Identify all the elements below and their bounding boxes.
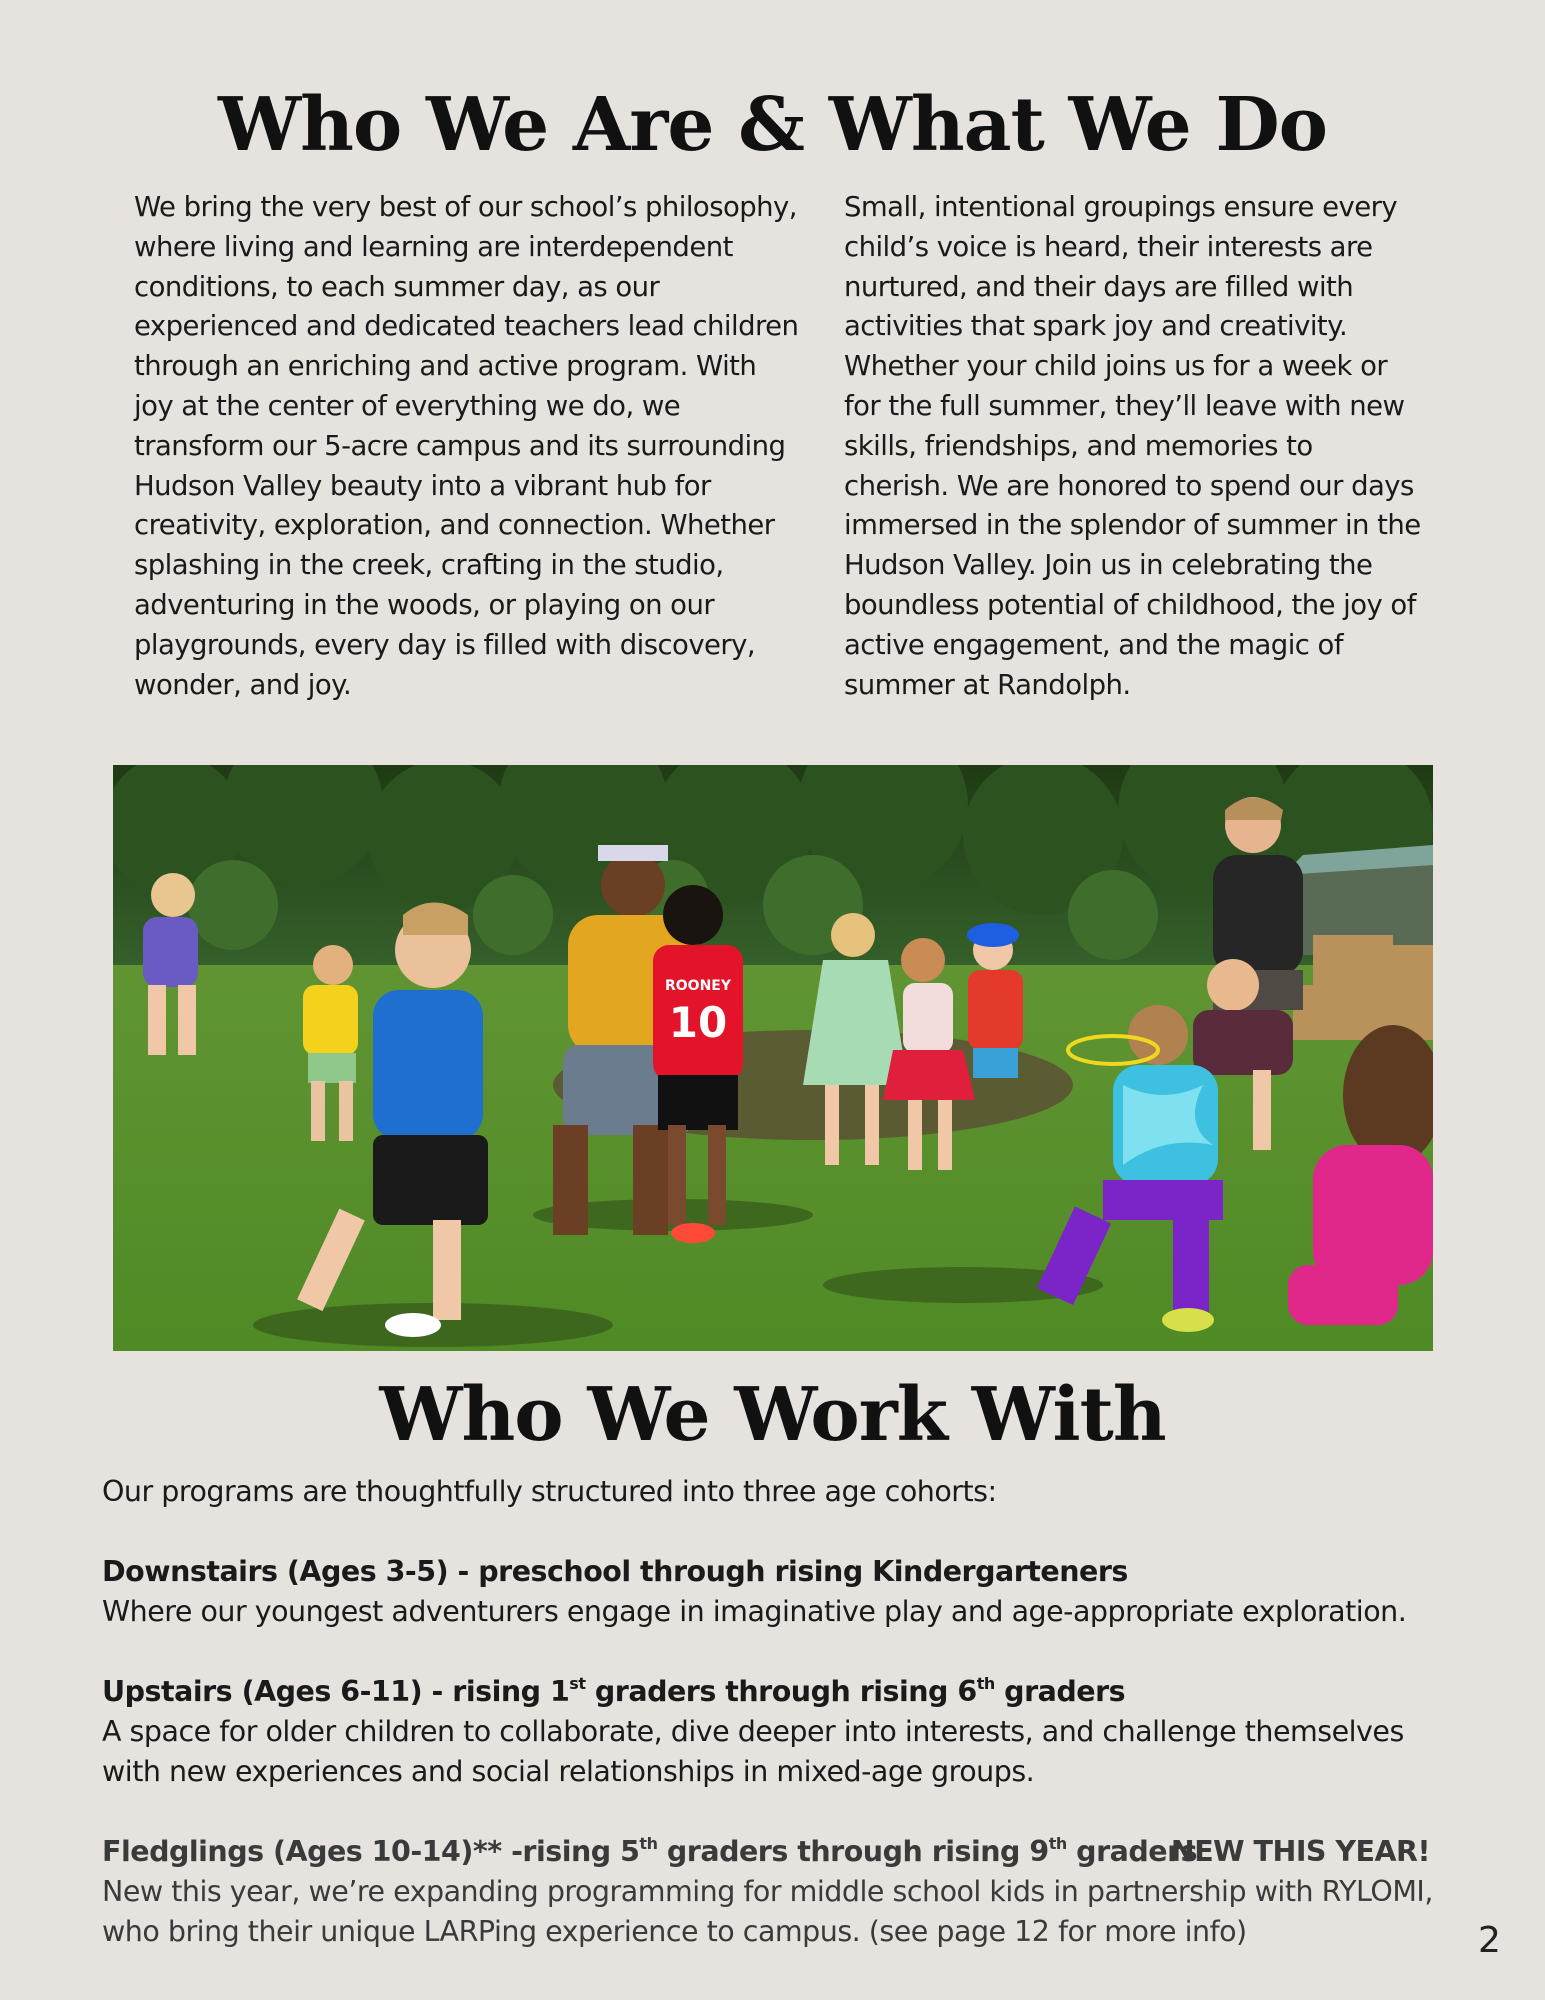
cohort-upstairs-heading: Upstairs (Ages 6-11) - rising 1st graders through rising 6th graders <box>102 1674 1126 1708</box>
cohort-fledglings-description: New this year, we’re expanding programming for middle school kids in partnership with RYLOMI, who bring their unique LARPing experience to campus. (see page 12 for more info) <box>102 1875 1433 1948</box>
campers-running-photo <box>113 765 1433 1351</box>
cohort-upstairs-description: A space for older children to collaborate, dive deeper into interests, and challenge themselves with new experiences and social relationships in mixed-age groups. <box>102 1715 1404 1788</box>
cohort-downstairs-description: Where our youngest adventurers engage in imaginative play and age-appropriate exploration. <box>102 1595 1407 1628</box>
cohort-downstairs-heading: Downstairs (Ages 3-5) - preschool through rising Kindergarteners <box>102 1555 1128 1588</box>
cohort-fledglings-heading: Fledglings (Ages 10-14)** -rising 5th graders through rising 9th graders <box>102 1834 1198 1868</box>
jersey-number: 10 <box>668 998 728 1047</box>
section-title-who-we-work-with: Who We Work With <box>379 1372 1166 1458</box>
jersey-name: ROONEY <box>664 978 732 994</box>
hay-bales <box>1293 935 1433 1040</box>
cohorts-intro-text: Our programs are thoughtfully structured into three age cohorts: <box>102 1475 997 1508</box>
page-number: 2 <box>1478 1920 1501 1961</box>
photo-illustration <box>113 765 1433 1351</box>
intro-column-right: Small, intentional groupings ensure every child’s voice is heard, their interests are nurtured, and their days are filled with activities that spark joy and creativity. Whether your child joins us for a week or for the full summer, they’ll leave with new skills, friendships, and memories to cherish. We are honored to spend our days immersed in the splendor of summer in the Hudson Valley. Join us in celebrating the boundless potential of childhood, the joy of active engagement, and the magic of summer at Randolph. <box>844 191 1421 701</box>
cohort-downstairs <box>102 1552 1452 1632</box>
cohort-upstairs <box>102 1672 1452 1792</box>
section-title-who-we-are: Who We Are & What We Do <box>217 82 1327 168</box>
cohorts-intro <box>102 1472 1452 1512</box>
new-this-year-badge: NEW THIS YEAR! <box>1170 1835 1430 1868</box>
cohort-fledglings <box>102 1832 1452 1952</box>
intro-column-left: We bring the very best of our school’s philosophy, where living and learning are interdependent conditions, to each summer day, as our experienced and dedicated teachers lead children through an enriching and active program. With joy at the center of everything we do, we transform our 5-acre campus and its surrounding Hudson Valley beauty into a vibrant hub for creativity, exploration, and connection. Whether splashing in the creek, crafting in the studio, adventuring in the woods, or playing on our playgrounds, every day is filled with discovery, wonder, and joy. <box>134 191 799 701</box>
